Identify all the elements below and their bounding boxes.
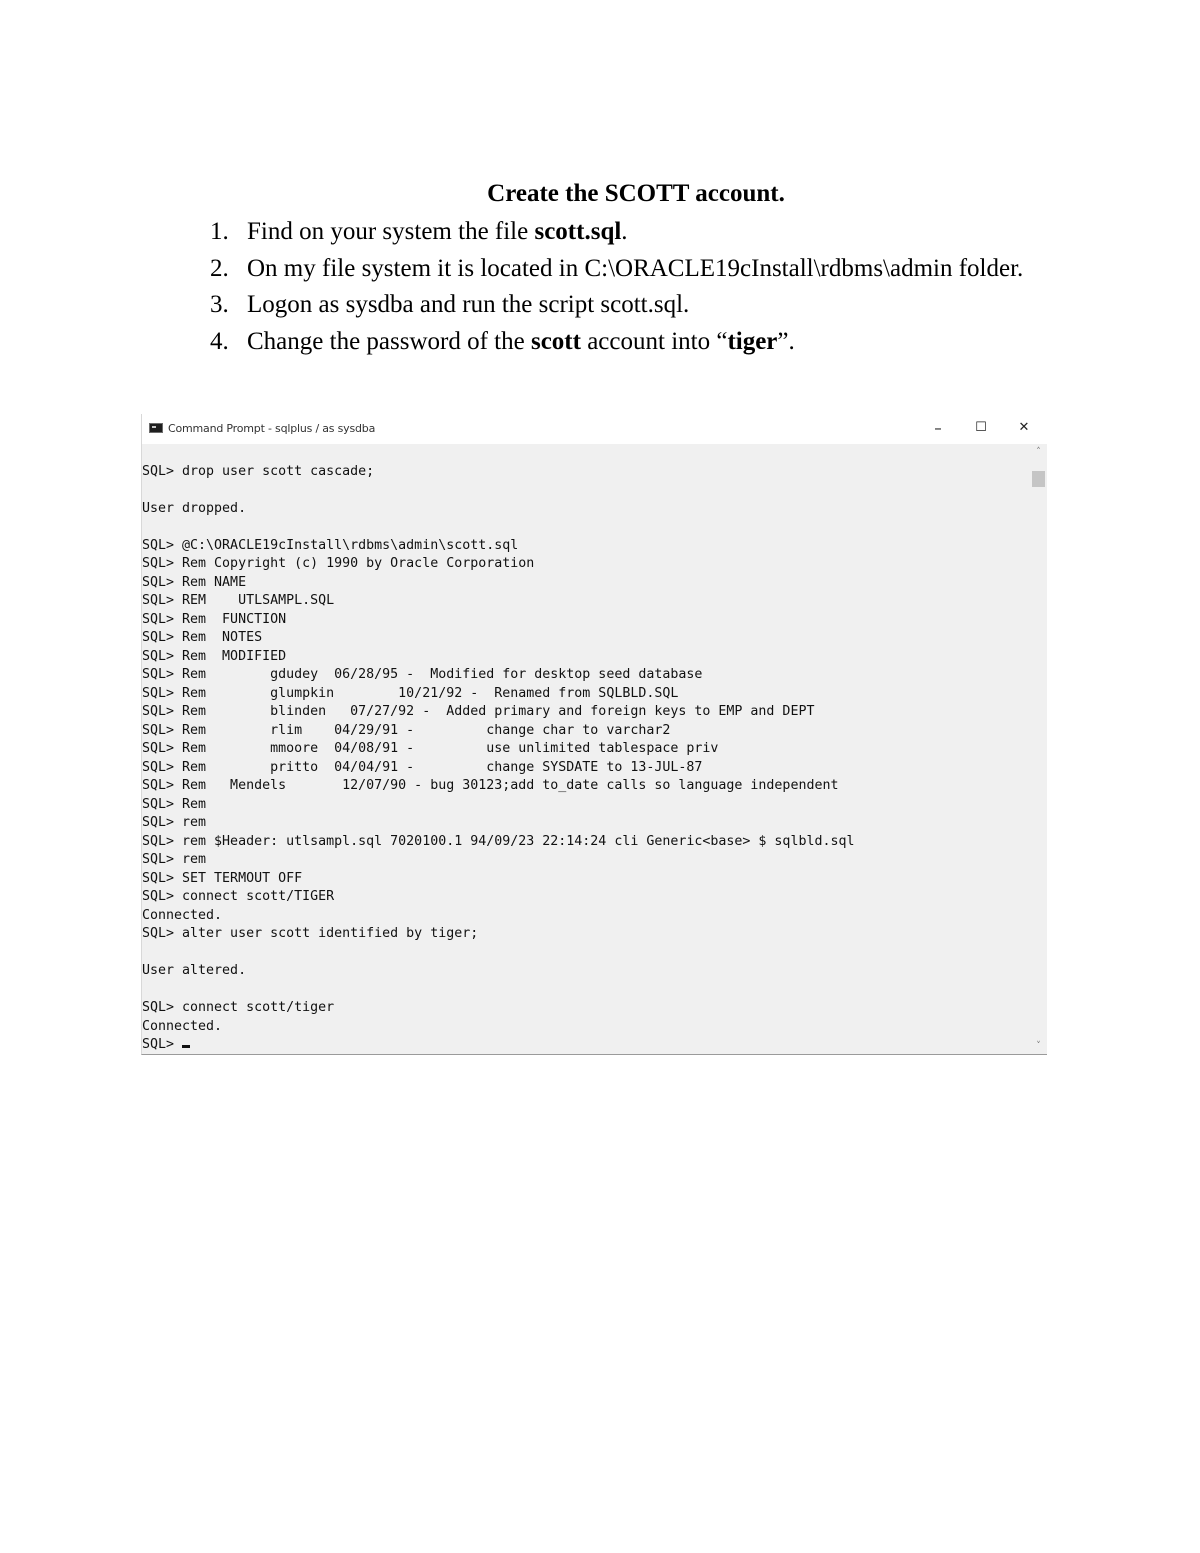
step-text <box>247 251 1040 288</box>
console-line: SQL> Rem NAME <box>142 574 247 590</box>
close-button[interactable]: ✕ <box>1018 420 1030 435</box>
console-line: SQL> Rem glumpkin 10/21/92 - Renamed from SQLBLD.SQL <box>142 685 679 701</box>
step-number: 1. <box>210 218 229 245</box>
console-line <box>142 444 1030 463</box>
chevron-down-icon[interactable]: ˅ <box>1036 1041 1041 1051</box>
console-line: SQL> SET TERMOUT OFF <box>142 870 303 886</box>
document-title: Create the SCOTT account. <box>487 180 785 207</box>
console-line: SQL> connect scott/TIGER <box>142 889 335 904</box>
step-item <box>210 324 1040 361</box>
console-line: Connected. <box>142 907 223 923</box>
console-line: SQL> Rem Mendels 12/07/90 - bug 30123;add to_date calls so language independent <box>142 778 839 793</box>
console-line: SQL> connect scott/tiger <box>142 1000 335 1015</box>
console-line: SQL> Rem blinden 07/27/92 - Added primary and foreign keys to EMP and DEPT <box>142 704 815 719</box>
console-line: Connected. <box>142 1018 223 1034</box>
console-line: SQL> rem <box>142 852 207 867</box>
console-line: User altered. <box>142 963 247 978</box>
console-line <box>142 981 1030 1000</box>
step-number: 3. <box>210 291 229 318</box>
console-prompt-line[interactable] <box>142 1036 1030 1054</box>
step-text-part: Find on your system the file <box>247 218 535 245</box>
cmd-icon <box>149 423 163 433</box>
maximize-button[interactable]: ☐ <box>975 420 987 435</box>
console-line: SQL> @C:\ORACLE19cInstall\rdbms\admin\scott.sql <box>142 537 519 553</box>
console-output[interactable] <box>142 444 1030 1054</box>
console-line: SQL> Rem mmoore 04/08/91 - use unlimited tablespace priv <box>142 741 719 756</box>
step-emphasis: scott.sql <box>534 218 622 245</box>
console-line: SQL> Rem Copyright (c) 1990 by Oracle Corporation <box>142 556 535 571</box>
step-item <box>210 214 1040 251</box>
step-item <box>210 287 1040 324</box>
minimize-button[interactable]: – <box>934 419 942 437</box>
step-text-part: Change the password of the <box>247 327 531 355</box>
steps-list <box>210 214 1040 360</box>
console-line <box>142 518 1030 537</box>
command-prompt-window <box>141 414 1047 1055</box>
step-text-part: account into “ <box>580 327 728 355</box>
console-line: SQL> alter user scott identified by tiger; <box>142 926 479 941</box>
console-line: SQL> drop user scott cascade; <box>142 463 375 479</box>
vertical-scrollbar[interactable] <box>1030 444 1047 1054</box>
step-text-part: Logon as sysdba and run the script scott.sql. <box>247 291 690 318</box>
step-emphasis: tiger <box>727 327 778 355</box>
console-line <box>142 944 1030 963</box>
window-titlebar[interactable] <box>142 414 1047 444</box>
step-text-part: . <box>621 218 628 245</box>
console-line: SQL> Rem MODIFIED <box>142 648 287 664</box>
console-line: SQL> Rem pritto 04/04/91 - change SYSDATE to 13-JUL-87 <box>142 759 703 775</box>
console-line: SQL> Rem FUNCTION <box>142 611 287 627</box>
text-cursor <box>182 1045 190 1048</box>
step-number: 2. <box>210 254 229 282</box>
step-number: 4. <box>210 327 229 355</box>
scrollbar-thumb[interactable] <box>1032 471 1045 487</box>
step-text-part: On my file system it is located in C:\ORACLE19cInstall\rdbms\admin folder. <box>247 254 1024 282</box>
console-line <box>142 481 1030 500</box>
chevron-up-icon[interactable]: ˄ <box>1036 447 1041 457</box>
step-text <box>247 324 1040 361</box>
console-line: SQL> Rem <box>142 796 207 812</box>
console-line: SQL> REM UTLSAMPL.SQL <box>142 593 335 608</box>
console-line: SQL> Rem NOTES <box>142 630 263 645</box>
step-text <box>247 214 1040 251</box>
step-text <box>247 287 1040 324</box>
console-prompt: SQL> <box>142 1037 183 1052</box>
console-line: User dropped. <box>142 500 247 516</box>
step-item <box>210 251 1040 288</box>
console-line: SQL> Rem gdudey 06/28/95 - Modified for desktop seed database <box>142 667 703 682</box>
console-line: SQL> Rem rlim 04/29/91 - change char to varchar2 <box>142 722 671 738</box>
window-title: Command Prompt - sqlplus / as sysdba <box>168 422 376 435</box>
step-text-part: ”. <box>777 327 795 355</box>
step-emphasis: scott <box>530 327 581 355</box>
console-line: SQL> rem <box>142 815 207 830</box>
console-line: SQL> rem $Header: utlsampl.sql 7020100.1 94/09/23 22:14:24 cli Generic<base> $ sqlbld.sql <box>142 833 855 849</box>
